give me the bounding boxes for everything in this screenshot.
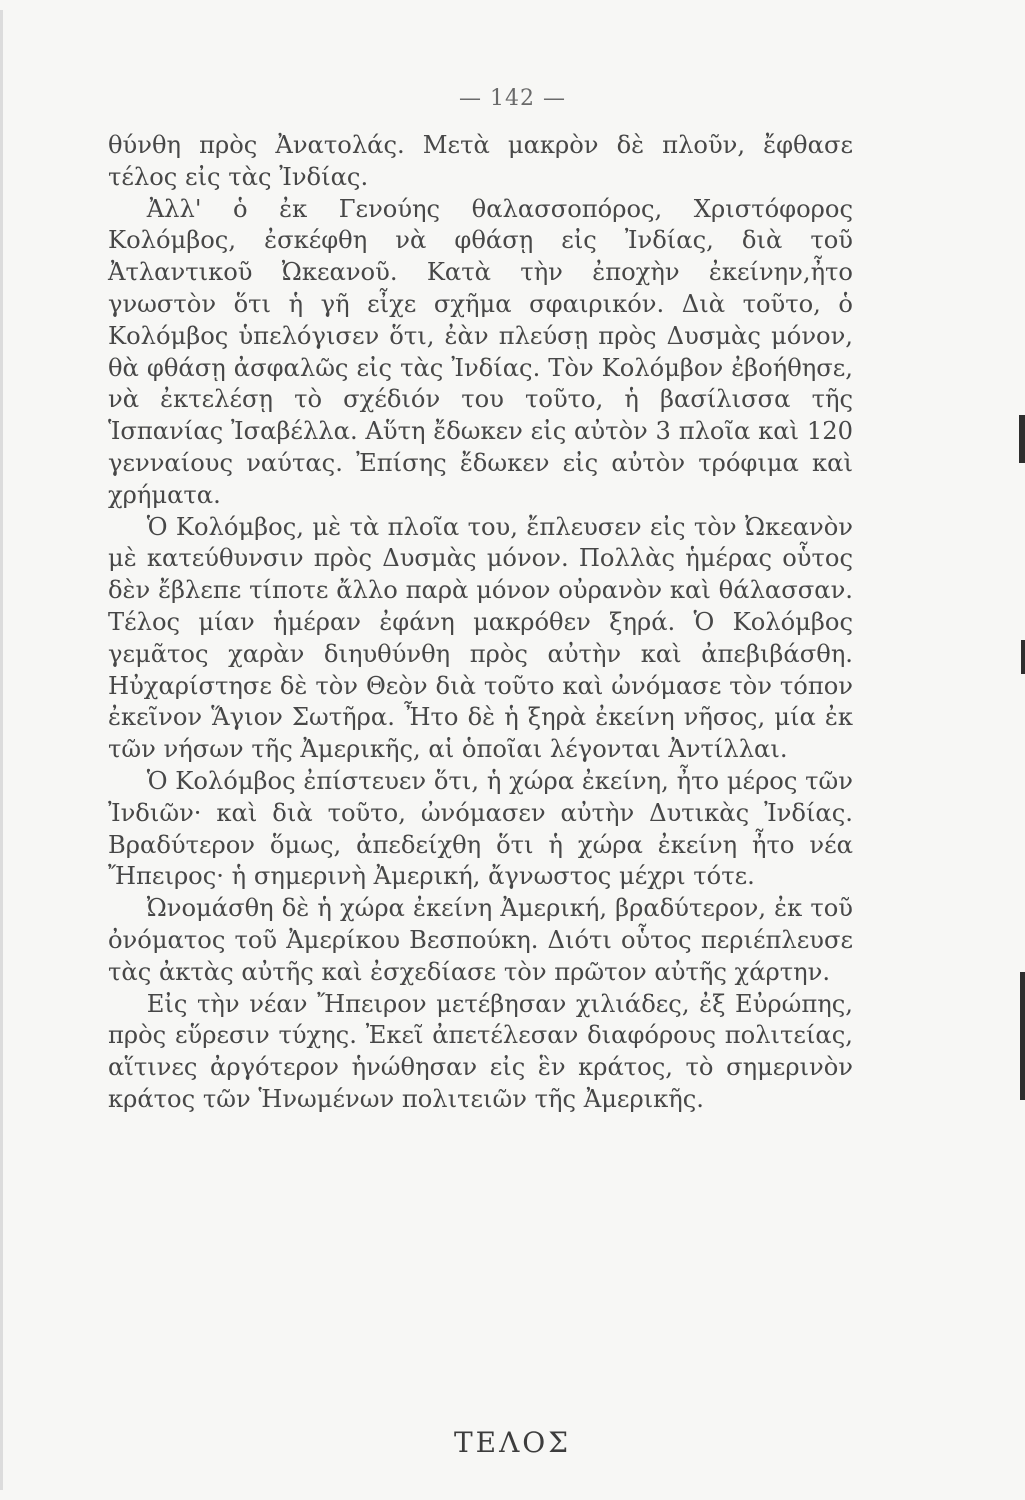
binding-mark [1020, 972, 1025, 1100]
paragraph: Ὁ Κολόμβος ἐπίστευεν ὅτι, ἡ χώρα ἐκείνη, ἦτο μέρος τῶν Ἰνδιῶν· καὶ διὰ τοῦτο, ὠνόμασεν αὐτὴν Δυτικὰς Ἰνδίας. Βραδύτερον ὅμως, ἀπεδείχθη ὅτι ἡ χώρα ἐκείνη ἦτο νέα Ἤπειρος· ἡ σημερινὴ Ἀμερική, ἄγνωστος μέχρι τότε. [108, 766, 853, 891]
paragraph: Εἰς τὴν νέαν Ἤπειρον μετέβησαν χιλιάδες, ἐξ Εὐρώπης, πρὸς εὕρεσιν τύχης. Ἐκεῖ ἀπετέλεσαν διαφόρους πολιτείας, αἵτινες ἀργότερον ἡνώθησαν εἰς ἓν κράτος, τὸ σημερινὸν κράτος τῶν Ἡνωμένων πολιτειῶν τῆς Ἀμερικῆς. [108, 989, 853, 1113]
end-title: ΤΕΛΟΣ [453, 1426, 572, 1459]
binding-mark [1019, 415, 1025, 463]
page-edge-shadow [0, 10, 3, 1490]
binding-mark [1021, 640, 1025, 674]
paragraph: Ἀλλ' ὁ ἐκ Γενούης θαλασσοπόρος, Χριστόφορος Κολόμβος, ἐσκέφθη νὰ φθάσῃ εἰς Ἰνδίας, διὰ τοῦ Ἀτλαντικοῦ Ὠκεανοῦ. Κατὰ τὴν ἐποχὴν ἐκείνην,ἦτο γνωστὸν ὅτι ἡ γῆ εἶχε σχῆμα σφαιρικόν. Διὰ τοῦτο, ὁ Κολόμβος ὑπελόγισεν ὅτι, ἐὰν πλεύσῃ πρὸς Δυσμὰς μόνον, θὰ φθάσῃ ἀσφαλῶς εἰς τὰς Ἰνδίας. Τὸν Κολόμβον ἐβοήθησε, νὰ ἐκτελέσῃ τὸ σχέδιόν του τοῦτο, ἡ βασίλισσα τῆς Ἱσπανίας Ἰσαβέλλα. Αὕτη ἔδωκεν εἰς αὐτὸν 3 πλοῖα καὶ 120 γενναίους ναύτας. Ἐπίσης ἔδωκεν εἰς αὐτὸν τρόφιμα καὶ χρήματα. [108, 194, 853, 509]
paragraph: θύνθη πρὸς Ἀνατολάς. Μετὰ μακρὸν δὲ πλοῦν, ἔφθασε τέλος εἰς τὰς Ἰνδίας. [108, 131, 853, 191]
page-number: — 142 — [459, 86, 566, 111]
body-text [108, 130, 853, 1116]
paragraph: Ὁ Κολόμβος, μὲ τὰ πλοῖα του, ἔπλευσεν εἰς τὸν Ὠκεανὸν μὲ κατεύθυνσιν πρὸς Δυσμὰς μόνον. Πολλὰς ἡμέρας οὗτος δὲν ἔβλεπε τίποτε ἄλλο παρὰ μόνον οὐρανὸν καὶ θάλασσαν. Τέλος μίαν ἡμέραν ἐφάνη μακρόθεν ξηρά. Ὁ Κολόμβος γεμᾶτος χαρὰν διηυθύνθη πρὸς αὐτὴν καὶ ἀπεβιβάσθη. Ηὐχαρίστησε δὲ τὸν Θεὸν διὰ τοῦτο καὶ ὠνόμασε τὸν τόπον ἐκεῖνον Ἅγιον Σωτῆρα. Ἦτο δὲ ἡ ξηρὰ ἐκείνη νῆσος, μία ἐκ τῶν νήσων τῆς Ἀμερικῆς, αἱ ὁποῖαι λέγονται Ἀντίλλαι. [108, 512, 853, 764]
paragraph: Ὠνομάσθη δὲ ἡ χώρα ἐκείνη Ἀμερική, βραδύτερον, ἐκ τοῦ ὀνόματος τοῦ Ἀμερίκου Βεσπούκη. Διότι οὗτος περιέπλευσε τὰς ἀκτὰς αὐτῆς καὶ ἐσχεδίασε τὸν πρῶτον αὐτῆς χάρτην. [108, 894, 853, 986]
